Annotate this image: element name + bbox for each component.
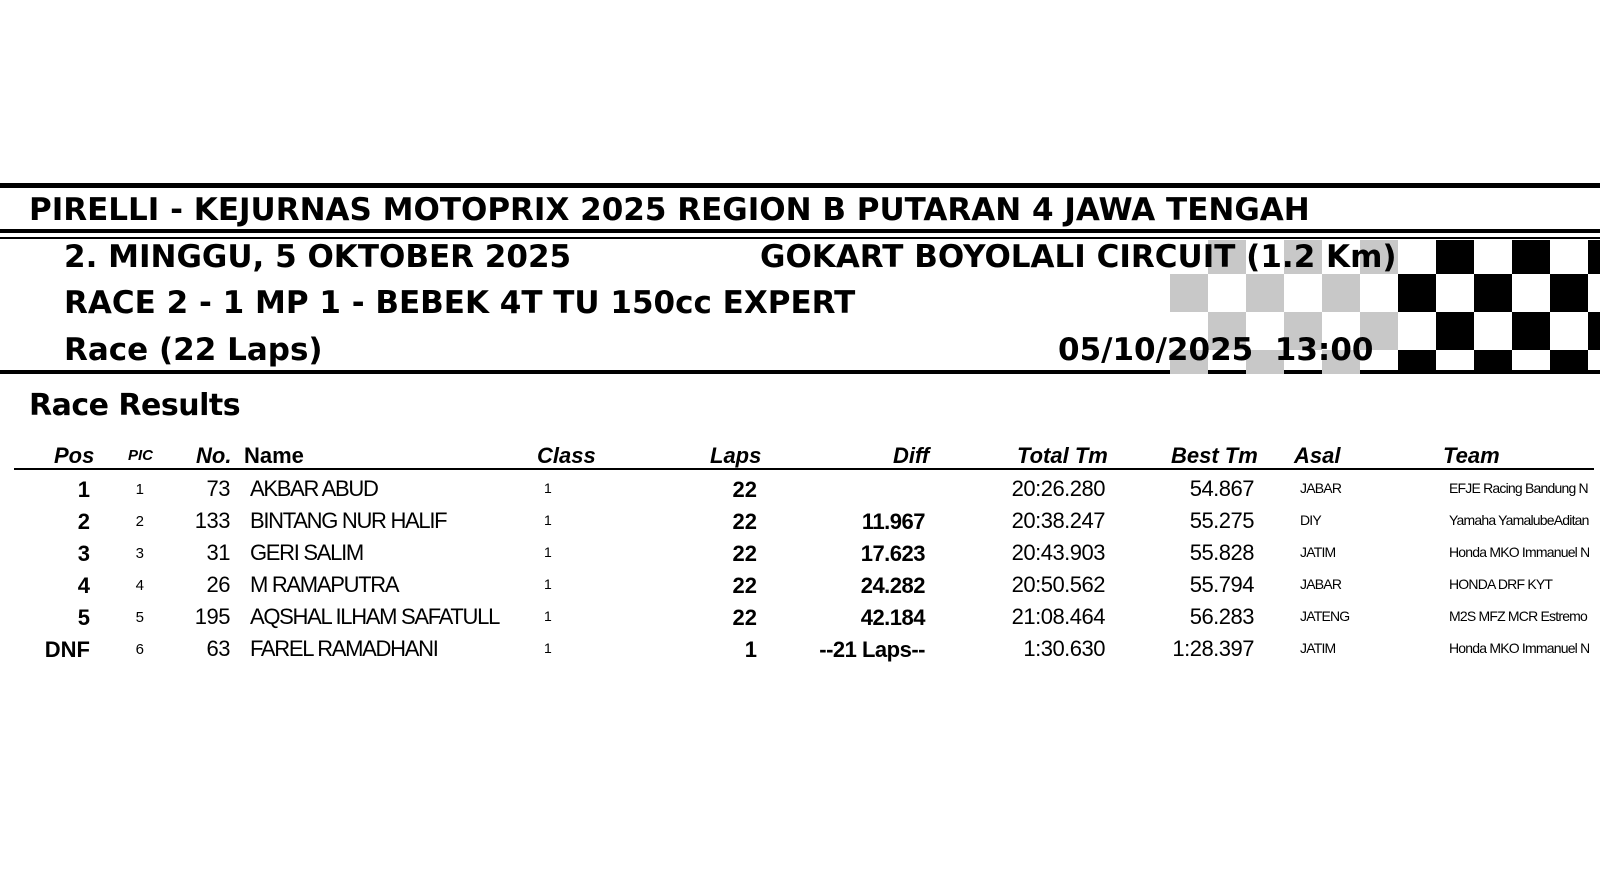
event-day: 2. MINGGU, 5 OKTOBER 2025 xyxy=(64,239,572,275)
row-diff: 11.967 xyxy=(861,509,925,534)
row-total: 20:38.247 xyxy=(1011,508,1105,533)
row-pic: 2 xyxy=(135,513,144,530)
table-row xyxy=(0,634,1600,666)
col-asal: Asal xyxy=(1294,443,1341,468)
col-pos: Pos xyxy=(54,443,95,468)
row-asal: JABAR xyxy=(1300,480,1342,496)
row-laps: 22 xyxy=(732,509,757,534)
row-team: HONDA DRF KYT xyxy=(1449,576,1553,592)
row-name: GERI SALIM xyxy=(250,540,363,565)
row-best: 56.283 xyxy=(1189,604,1254,629)
col-no: No. xyxy=(196,443,232,468)
col-name: Name xyxy=(244,443,304,468)
row-team: Yamaha YamalubeAditan xyxy=(1449,512,1589,528)
col-diff: Diff xyxy=(893,443,930,468)
row-class: 1 xyxy=(544,512,552,528)
flag-square xyxy=(1322,274,1360,312)
row-total: 20:26.280 xyxy=(1011,476,1105,501)
row-team: M2S MFZ MCR Estremo xyxy=(1449,608,1588,624)
table-row xyxy=(0,506,1600,538)
row-total: 21:08.464 xyxy=(1011,604,1105,629)
row-diff: 42.184 xyxy=(860,605,925,630)
col-pic: PIC xyxy=(128,447,154,464)
row-diff: 24.282 xyxy=(860,573,925,598)
row-diff: 17.623 xyxy=(860,541,925,566)
row-no: 195 xyxy=(194,604,230,629)
row-team: Honda MKO Immanuel N xyxy=(1449,640,1589,656)
row-team: Honda MKO Immanuel N xyxy=(1449,544,1589,560)
row-no: 133 xyxy=(194,508,230,533)
col-team: Team xyxy=(1443,443,1500,468)
row-team: EFJE Racing Bandung N xyxy=(1449,480,1588,496)
row-class: 1 xyxy=(544,544,552,560)
flag-square xyxy=(1246,274,1284,312)
row-no: 31 xyxy=(206,540,230,565)
row-pos: 2 xyxy=(77,509,90,534)
flag-square xyxy=(1550,274,1588,312)
row-laps: 22 xyxy=(732,573,757,598)
col-best: Best Tm xyxy=(1171,443,1258,468)
row-total: 20:43.903 xyxy=(1011,540,1105,565)
table-row xyxy=(0,602,1600,634)
section-title: Race Results xyxy=(29,388,241,423)
row-class: 1 xyxy=(544,640,552,656)
circuit-name: GOKART BOYOLALI CIRCUIT (1.2 Km) xyxy=(760,239,1397,275)
flag-square xyxy=(1398,274,1436,312)
row-no: 26 xyxy=(206,572,230,597)
row-laps: 22 xyxy=(732,477,757,502)
row-class: 1 xyxy=(544,576,552,592)
row-class: 1 xyxy=(544,480,552,496)
row-best: 55.275 xyxy=(1189,508,1254,533)
row-pos: 4 xyxy=(77,573,90,598)
row-best: 55.828 xyxy=(1189,540,1254,565)
row-name: M RAMAPUTRA xyxy=(250,572,399,597)
row-pic: 3 xyxy=(135,545,144,562)
flag-square xyxy=(1170,274,1208,312)
flag-square xyxy=(1474,350,1512,374)
row-pos: 1 xyxy=(77,477,90,502)
col-class: Class xyxy=(537,443,596,468)
flag-square xyxy=(1550,350,1588,374)
race-name: RACE 2 - 1 MP 1 - BEBEK 4T TU 150cc EXPERT xyxy=(64,285,856,321)
flag-square xyxy=(1588,312,1600,350)
flag-square xyxy=(1512,312,1550,350)
race-datetime: 05/10/2025 13:00 xyxy=(1058,332,1374,368)
flag-square xyxy=(1436,312,1474,350)
row-pic: 4 xyxy=(135,577,144,594)
event-title: PIRELLI - KEJURNAS MOTOPRIX 2025 REGION B PUTARAN 4 JAWA TENGAH xyxy=(29,192,1310,228)
row-best: 1:28.397 xyxy=(1172,636,1254,661)
flag-square xyxy=(1436,240,1474,274)
row-name: AQSHAL ILHAM SAFATULL xyxy=(250,604,500,629)
row-total: 1:30.630 xyxy=(1023,636,1105,661)
col-total: Total Tm xyxy=(1017,443,1108,468)
table-row xyxy=(0,474,1600,506)
flag-square xyxy=(1398,350,1436,374)
row-pos: 3 xyxy=(77,541,90,566)
row-class: 1 xyxy=(544,608,552,624)
row-asal: JATENG xyxy=(1300,608,1350,624)
row-total: 20:50.562 xyxy=(1011,572,1105,597)
row-asal: JATIM xyxy=(1300,640,1336,656)
row-best: 55.794 xyxy=(1189,572,1254,597)
row-name: BINTANG NUR HALIF xyxy=(250,508,447,533)
row-laps: 22 xyxy=(732,541,757,566)
flag-square xyxy=(1588,240,1600,274)
session-name: Race (22 Laps) xyxy=(64,332,323,368)
row-laps: 1 xyxy=(744,637,757,662)
top-rule xyxy=(0,183,1600,188)
row-name: FAREL RAMADHANI xyxy=(250,636,438,661)
table-row xyxy=(0,570,1600,602)
row-pic: 6 xyxy=(135,641,144,658)
flag-square xyxy=(1474,274,1512,312)
row-best: 54.867 xyxy=(1189,476,1254,501)
row-no: 63 xyxy=(206,636,230,661)
row-laps: 22 xyxy=(732,605,757,630)
table-header-rule xyxy=(14,468,1594,470)
table-row xyxy=(0,538,1600,570)
row-pos: DNF xyxy=(44,637,90,662)
row-no: 73 xyxy=(206,476,230,501)
title-rule-thick xyxy=(0,229,1600,233)
row-pic: 5 xyxy=(135,609,144,626)
row-asal: DIY xyxy=(1300,512,1321,528)
row-pos: 5 xyxy=(77,605,90,630)
row-asal: JABAR xyxy=(1300,576,1342,592)
row-asal: JATIM xyxy=(1300,544,1336,560)
row-name: AKBAR ABUD xyxy=(250,476,378,501)
row-diff: --21 Laps-- xyxy=(819,637,925,662)
flag-square xyxy=(1512,240,1550,274)
row-pic: 1 xyxy=(135,481,144,498)
col-laps: Laps xyxy=(710,443,762,468)
